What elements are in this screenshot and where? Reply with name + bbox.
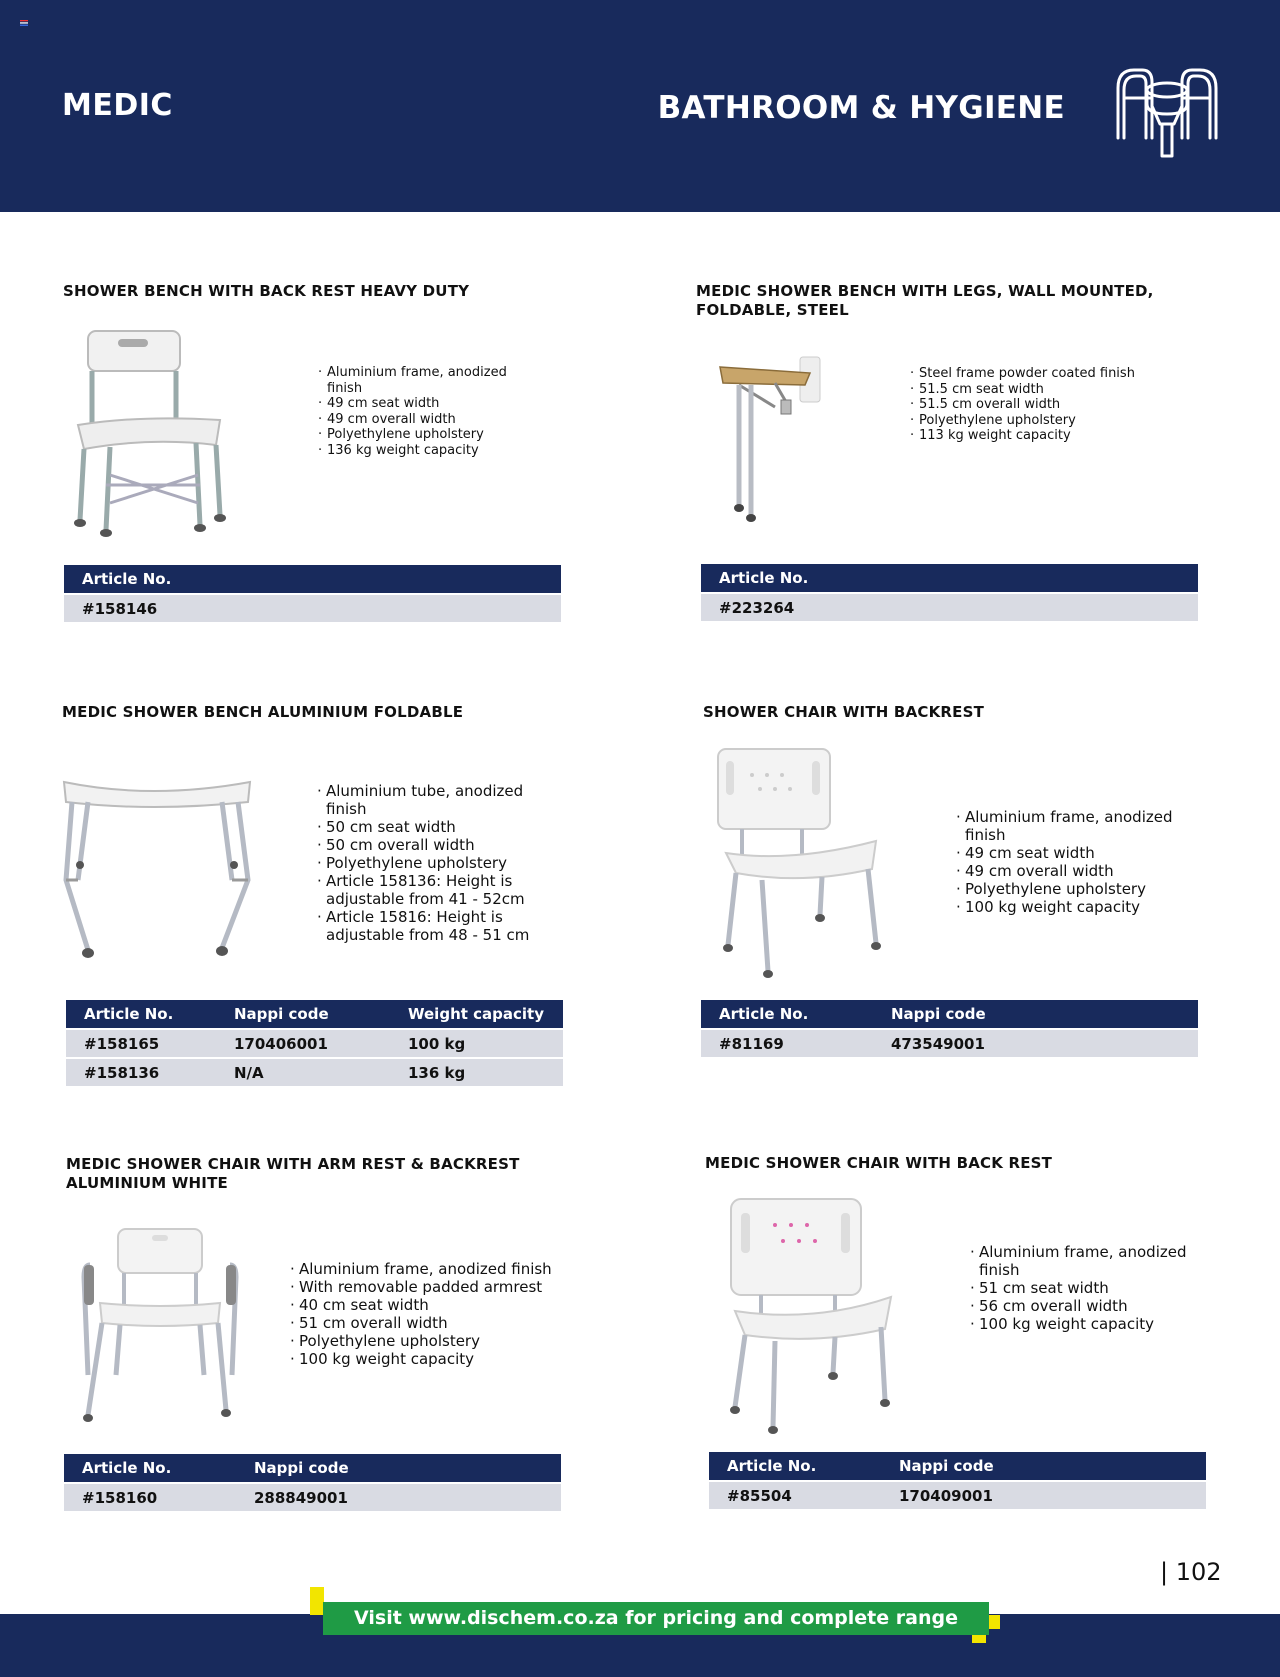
page-number: | 102 <box>1160 1558 1222 1586</box>
spec-table <box>701 564 1198 621</box>
feature-item: · Polyethylene upholstery <box>318 427 538 443</box>
column-header: Nappi code <box>236 1454 561 1483</box>
feature-list <box>318 365 538 459</box>
product-image <box>712 745 887 980</box>
article-number: #223264 <box>701 593 1198 621</box>
feature-item: · Article 15816: Height is adjustable from 48 - 51 cm <box>317 908 567 944</box>
brand-name: MEDIC <box>62 88 173 123</box>
product-image <box>70 325 230 540</box>
feature-list <box>970 1243 1220 1333</box>
feature-item: · 50 cm overall width <box>317 836 567 854</box>
article-number: #85504 <box>709 1481 881 1509</box>
feature-item: · 51.5 cm overall width <box>910 397 1170 413</box>
feature-item: · Polyethylene upholstery <box>317 854 567 872</box>
spec-table <box>64 1454 561 1511</box>
commode-icon <box>1112 58 1222 163</box>
column-header: Nappi code <box>873 1000 1198 1029</box>
weight-capacity: 136 kg <box>390 1058 563 1086</box>
feature-item: · Polyethylene upholstery <box>290 1332 560 1350</box>
feature-item: · Aluminium tube, anodized finish <box>317 782 567 818</box>
feature-item: · Polyethylene upholstery <box>910 413 1170 429</box>
feature-item: · 49 cm seat width <box>956 844 1206 862</box>
feature-item: · 49 cm seat width <box>318 396 538 412</box>
feature-item: · 51 cm seat width <box>970 1279 1220 1297</box>
feature-item: · 136 kg weight capacity <box>318 443 538 459</box>
table-row <box>66 1029 563 1058</box>
spec-table <box>709 1452 1206 1509</box>
feature-item: · Polyethylene upholstery <box>956 880 1206 898</box>
feature-list <box>317 782 567 944</box>
product-title: MEDIC SHOWER BENCH WITH LEGS, WALL MOUNTED, FOLDABLE, STEEL <box>696 282 1154 319</box>
product-image <box>80 1225 240 1430</box>
header-banner <box>0 0 1280 212</box>
article-number: #158160 <box>64 1483 236 1511</box>
decorative-square <box>310 1587 324 1601</box>
feature-item: · Article 158136: Height is adjustable from 41 - 52cm <box>317 872 567 908</box>
column-header: Nappi code <box>216 1000 390 1029</box>
product-image <box>62 770 252 960</box>
table-row <box>64 594 561 622</box>
nappi-code: 170406001 <box>216 1029 390 1058</box>
feature-item: · 50 cm seat width <box>317 818 567 836</box>
table-row <box>701 1029 1198 1057</box>
column-header: Nappi code <box>881 1452 1206 1481</box>
spec-table <box>64 565 561 622</box>
feature-item: · Aluminium frame, anodized finish <box>318 365 538 396</box>
feature-item: · 56 cm overall width <box>970 1297 1220 1315</box>
product-title: SHOWER CHAIR WITH BACKREST <box>703 703 985 721</box>
nappi-code: 170409001 <box>881 1481 1206 1509</box>
decorative-square <box>310 1601 324 1615</box>
feature-item: · 51 cm overall width <box>290 1314 560 1332</box>
product-image <box>725 1195 895 1435</box>
table-row <box>64 1483 561 1511</box>
nappi-code: 288849001 <box>236 1483 561 1511</box>
article-number: #158165 <box>66 1029 216 1058</box>
feature-item: · 49 cm overall width <box>956 862 1206 880</box>
feature-item: · Aluminium frame, anodized finish <box>970 1243 1220 1279</box>
feature-item: · 100 kg weight capacity <box>290 1350 560 1368</box>
nappi-code: N/A <box>216 1058 390 1086</box>
column-header: Article No. <box>64 565 561 594</box>
feature-item: · 100 kg weight capacity <box>970 1315 1220 1333</box>
feature-list <box>290 1260 560 1368</box>
product-image <box>715 355 825 525</box>
feature-item: · 51.5 cm seat width <box>910 382 1170 398</box>
column-header: Article No. <box>701 1000 873 1029</box>
product-title: MEDIC SHOWER CHAIR WITH BACK REST <box>705 1154 1053 1172</box>
article-number: #81169 <box>701 1029 873 1057</box>
category-title: BATHROOM & HYGIENE <box>657 90 1065 126</box>
feature-item: · With removable padded armrest <box>290 1278 560 1296</box>
feature-item: · Aluminium frame, anodized finish <box>956 808 1206 844</box>
spec-table <box>66 1000 563 1086</box>
column-header: Weight capacity <box>390 1000 563 1029</box>
feature-item: · Aluminium frame, anodized finish <box>290 1260 560 1278</box>
column-header: Article No. <box>701 564 1198 593</box>
feature-item: · 113 kg weight capacity <box>910 428 1170 444</box>
product-title: MEDIC SHOWER CHAIR WITH ARM REST & BACKREST ALUMINIUM WHITE <box>66 1155 520 1192</box>
weight-capacity: 100 kg <box>390 1029 563 1058</box>
spec-table <box>701 1000 1198 1057</box>
feature-item: · 49 cm overall width <box>318 412 538 428</box>
article-number: #158136 <box>66 1058 216 1086</box>
feature-list <box>910 366 1170 444</box>
product-title: SHOWER BENCH WITH BACK REST HEAVY DUTY <box>63 282 470 300</box>
column-header: Article No. <box>64 1454 236 1483</box>
feature-list <box>956 808 1206 916</box>
product-title: MEDIC SHOWER BENCH ALUMINIUM FOLDABLE <box>62 703 464 721</box>
table-row <box>66 1058 563 1086</box>
feature-item: · Steel frame powder coated finish <box>910 366 1170 382</box>
column-header: Article No. <box>66 1000 216 1029</box>
menu-icon <box>20 20 28 26</box>
article-number: #158146 <box>64 594 561 622</box>
column-header: Article No. <box>709 1452 881 1481</box>
table-row <box>701 593 1198 621</box>
feature-item: · 100 kg weight capacity <box>956 898 1206 916</box>
table-row <box>709 1481 1206 1509</box>
promo-link[interactable]: Visit www.dischem.co.za for pricing and complete range <box>323 1602 989 1635</box>
nappi-code: 473549001 <box>873 1029 1198 1057</box>
feature-item: · 40 cm seat width <box>290 1296 560 1314</box>
